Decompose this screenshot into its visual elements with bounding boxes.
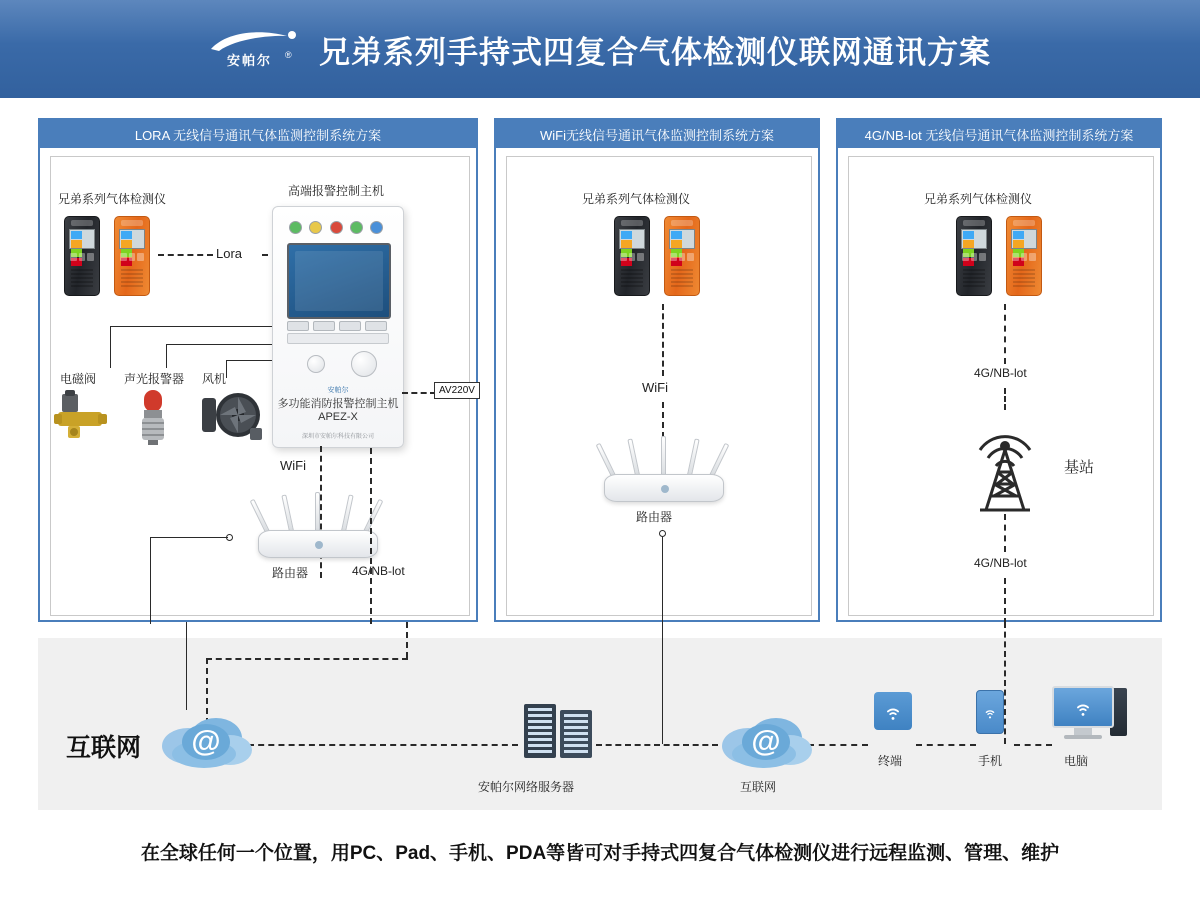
wifi-router-to-cloud-vertical [662, 622, 663, 744]
detector-top-strip [71, 220, 93, 226]
router-device [598, 440, 728, 502]
host-company-label: 深圳市安帕尔科技有限公司 [301, 434, 374, 440]
detector-buttons [120, 253, 144, 261]
router-led [315, 541, 323, 549]
host-key[interactable] [339, 321, 361, 331]
gas-detector-dark [614, 216, 650, 296]
detector-buttons [70, 253, 94, 261]
lora-mobile-label: 4G/NB-lot [352, 564, 405, 578]
wifi-link-line-lower [662, 402, 664, 438]
host-knob-right[interactable] [351, 351, 377, 377]
host-led-row [289, 221, 383, 234]
lora-4g-to-band-vertical [406, 622, 408, 658]
gas-detector-orange [1006, 216, 1042, 296]
brand-logo [209, 23, 301, 75]
mobile-detector-label: 兄弟系列气体检测仪 [924, 192, 1033, 206]
lora-router-label: 路由器 [272, 566, 309, 580]
gas-detector-orange [114, 216, 150, 296]
header-inner [209, 23, 991, 75]
panel-lora-title: LORA 无线信号通讯气体监测控制系统方案 [40, 120, 476, 148]
wifi-link-label: WiFi [642, 380, 668, 395]
footer-text: 在全球任何一个位置，用PC、Pad、手机、PDA等皆可对手持式四复合气体检测仪进行远程监测、管理、维护 [140, 843, 1060, 864]
page-header [0, 0, 1200, 98]
panel-wifi-title: WiFi无线信号通讯气体监测控制系统方案 [496, 120, 818, 148]
mobile-link-label-bottom: 4G/NB-lot [974, 556, 1027, 570]
terminal-device [874, 692, 912, 730]
host-knob-left[interactable] [307, 355, 325, 373]
panel-mobile-title: 4G/NB-lot 无线信号通讯气体监测控制系统方案 [838, 120, 1160, 148]
detector-screen [119, 229, 145, 249]
detector-screen [69, 229, 95, 249]
host-led-mute [350, 221, 363, 234]
valve-label: 电磁阀 [60, 372, 97, 386]
detector-screen [619, 229, 645, 249]
sounder-label: 声光报警器 [124, 372, 185, 386]
wifi-detector-label: 兄弟系列气体检测仪 [582, 192, 691, 206]
lora-4g-line [370, 448, 372, 624]
host-logo-label: 安帕尔 [327, 387, 349, 394]
mobile-link-line-upper [1004, 304, 1006, 364]
cloud-at-symbol: @ [751, 725, 781, 759]
detector-screen [961, 229, 987, 249]
panel-mobile-inner-frame [848, 156, 1154, 616]
valve-branch-horizontal [110, 326, 272, 327]
wifi-router-link-dot [659, 530, 666, 537]
power-link-line [402, 392, 436, 394]
computer-label: 电脑 [1064, 754, 1089, 768]
sounder-branch-horizontal [166, 344, 272, 345]
wifi-router-out-vertical [662, 537, 663, 624]
lora-link-line-left [158, 254, 213, 256]
host-key[interactable] [287, 321, 309, 331]
solenoid-valve-image [54, 388, 110, 444]
panel-wifi [494, 118, 820, 622]
fan-branch-vertical [226, 360, 227, 378]
panel-lora [38, 118, 478, 622]
mobile-to-band-vertical [1004, 622, 1006, 744]
lora-detector-label: 兄弟系列气体检测仪 [58, 192, 167, 206]
panel-mobile-body [838, 148, 1160, 620]
monitor-base [1064, 735, 1102, 739]
cloud2-label: 互联网 [740, 780, 777, 794]
band-spine-right3 [1014, 744, 1052, 746]
lora-router-to-cloud-vertical [186, 622, 187, 710]
host-model-label: APEZ-X [318, 411, 358, 423]
band-spine-right2 [916, 744, 976, 746]
fan-label: 风机 [202, 372, 227, 386]
host-led-start [370, 221, 383, 234]
panel-lora-body [40, 148, 476, 620]
host-led-fault [309, 221, 322, 234]
sounder-branch-vertical [166, 344, 167, 368]
lora-link-label: Lora [216, 246, 243, 261]
lora-host-label: 高端报警控制主机 [288, 184, 385, 198]
gas-detector-dark [64, 216, 100, 296]
lora-wifi-label: WiFi [280, 458, 306, 473]
monitor-screen [1052, 686, 1114, 728]
fan-branch-horizontal [226, 360, 272, 361]
host-key-row[interactable] [287, 321, 387, 331]
host-display-inner [295, 251, 383, 311]
terminal-label: 终端 [878, 754, 903, 768]
internet-cloud-2 [718, 712, 814, 770]
network-server-image [520, 700, 600, 762]
host-display [287, 243, 391, 319]
server-label: 安帕尔网络服务器 [478, 780, 575, 794]
host-key[interactable] [365, 321, 387, 331]
router-out-horizontal [150, 537, 228, 538]
internet-label: 互联网 [66, 734, 142, 762]
host-led-alarm [330, 221, 343, 234]
alarm-control-host [272, 206, 404, 448]
host-key-strip[interactable] [287, 333, 389, 344]
phone-label: 手机 [978, 754, 1003, 768]
panel-mobile [836, 118, 1162, 622]
sound-light-alarm-image [132, 388, 176, 446]
lora-4g-to-band-horizontal [206, 658, 408, 660]
band-spine-mid [596, 744, 718, 746]
valve-branch-vertical [110, 326, 111, 368]
base-station-label: 基站 [1064, 459, 1095, 476]
mobile-link-label-top: 4G/NB-lot [974, 366, 1027, 380]
monitor-stand [1074, 728, 1092, 735]
detector-screen [669, 229, 695, 249]
gas-detector-dark [956, 216, 992, 296]
exhaust-fan-image [200, 388, 264, 446]
power-label: AV220V [434, 382, 480, 399]
computer-device [1052, 686, 1128, 742]
wifi-router-label: 路由器 [636, 510, 673, 524]
host-brand-label: 多功能消防报警控制主机 [277, 398, 399, 410]
host-key[interactable] [313, 321, 335, 331]
detector-screen [1011, 229, 1037, 249]
gas-detector-orange [664, 216, 700, 296]
mobile-link-line-lower2 [1004, 578, 1006, 624]
router-body [604, 474, 724, 502]
mobile-link-line-lower1 [1004, 514, 1006, 552]
wifi-icon [1072, 696, 1094, 718]
detector-top-strip [121, 220, 143, 226]
router-led [661, 485, 669, 493]
band-spine-left [248, 744, 518, 746]
router-body [258, 530, 378, 558]
page-title: 兄弟系列手持式四复合气体检测仪联网通讯方案 [319, 34, 991, 70]
router-out-vertical [150, 537, 151, 624]
panel-wifi-body [496, 148, 818, 620]
detector-grill [71, 269, 93, 287]
brand-registered-mark: ® [285, 50, 292, 60]
brand-name: 安帕尔 [227, 53, 273, 68]
cloud-at-symbol: @ [191, 725, 221, 759]
band-spine-right [808, 744, 868, 746]
router-device [252, 496, 382, 558]
wifi-icon [882, 700, 904, 722]
mobile-phone-device [976, 690, 1004, 734]
detector-grill [121, 269, 143, 287]
wifi-link-line-upper [662, 304, 664, 376]
wifi-icon [982, 704, 998, 720]
base-station-image [950, 406, 1060, 516]
internet-cloud-1 [158, 712, 254, 770]
host-led-power [289, 221, 302, 234]
